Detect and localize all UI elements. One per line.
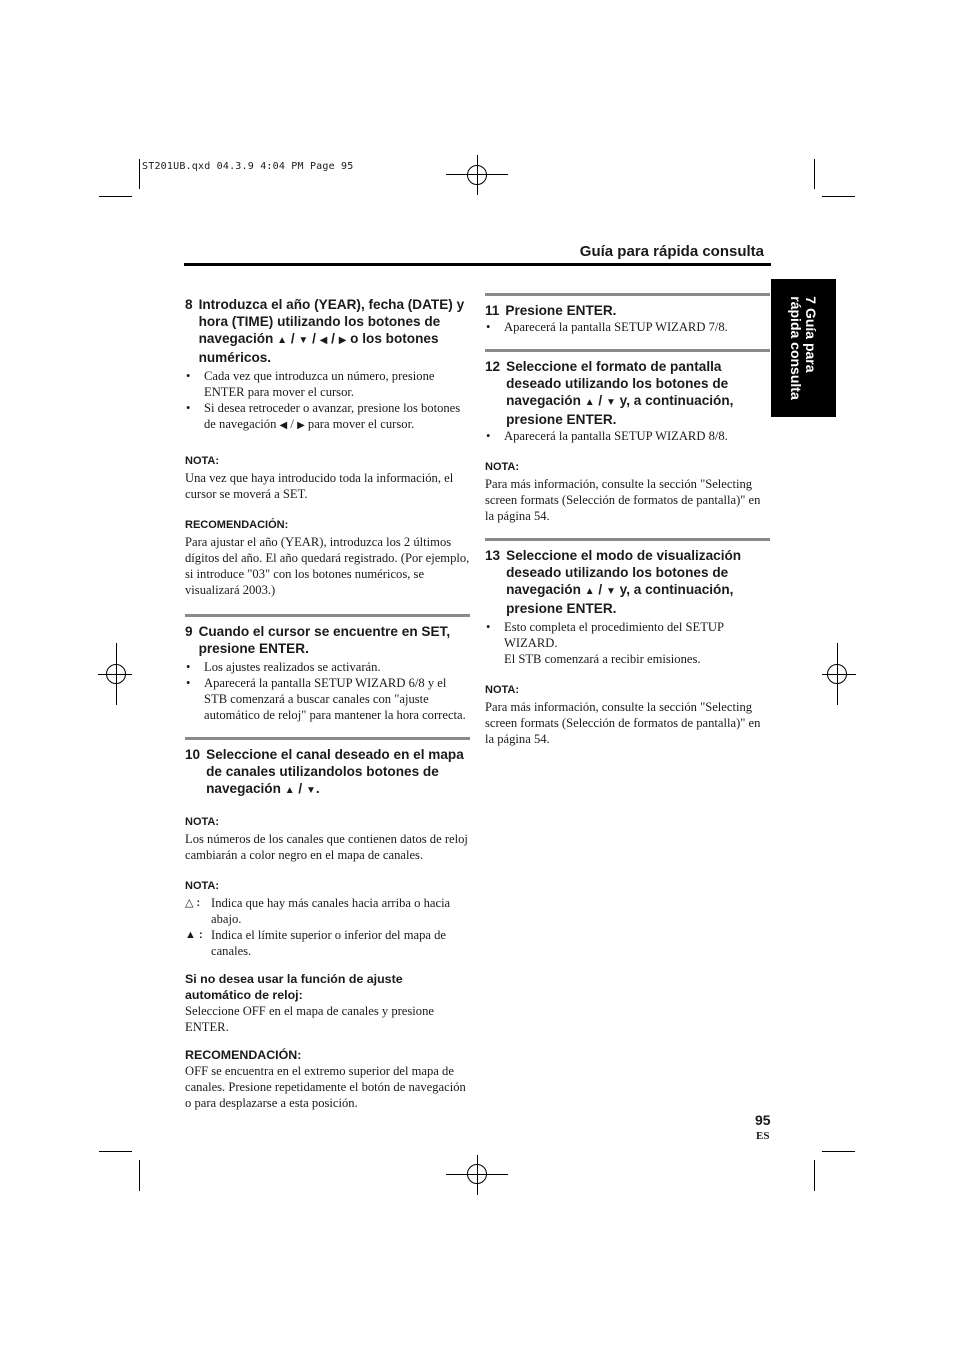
down-arrow-icon: ▼ [605, 586, 616, 597]
crop-mark [822, 1151, 855, 1152]
step-heading [185, 746, 470, 799]
step-bullets [485, 428, 770, 444]
chapter-side-tab-label: 7 Guía para rápida consulta [788, 296, 819, 400]
left-arrow-icon: ◀ [319, 335, 328, 346]
note-label: NOTA: [185, 816, 220, 828]
bullet-item: • Esto completa el procedimiento del SETUP WIZARD. El STB comenzará a recibir emisiones. [485, 619, 770, 667]
step-10 [185, 737, 470, 1111]
step-heading [185, 623, 470, 657]
down-arrow-icon: ▼ [298, 335, 309, 346]
step-9 [185, 614, 470, 723]
header-rule [184, 263, 771, 266]
left-arrow-icon: ◀ [279, 420, 288, 431]
section-header-title: Guía para rápida consulta [579, 243, 764, 260]
down-arrow-icon: ▼ [605, 397, 616, 408]
crop-mark [814, 1160, 815, 1191]
up-arrow-icon: ▲ [284, 785, 295, 796]
right-column [485, 293, 770, 747]
up-arrow-icon: ▲ [584, 397, 595, 408]
crop-mark [822, 196, 855, 197]
step-bullets [185, 659, 470, 723]
down-arrow-icon: ▼ [305, 785, 316, 796]
registration-circle [467, 1164, 487, 1184]
step-title: Seleccione el canal deseado en el mapa de canales utilizandolos botones de navegación ▲ / ▼. [206, 747, 464, 796]
step-number: 8 [185, 297, 193, 312]
step-title: Cuando el cursor se encuentre en SET, presione ENTER. [198, 624, 451, 656]
right-arrow-icon: ▶ [297, 420, 305, 431]
step-13 [485, 538, 770, 747]
bullet-item: • Los ajustes realizados se activarán. [185, 659, 470, 675]
note-text: Los números de los canales que contienen datos de reloj cambiarán a color negro en el mapa de canales. [185, 832, 468, 862]
step-divider [485, 349, 770, 352]
recommendation-label: RECOMENDACIÓN: [185, 519, 289, 531]
step-number: 11 [485, 303, 500, 318]
step-12 [485, 349, 770, 524]
map-symbol-note: ▲ : Indica el límite superior o inferior del mapa de canales. [185, 928, 446, 958]
step-bullets [485, 319, 770, 335]
step-heading [485, 358, 770, 428]
file-slug: ST201UB.qxd 04.3.9 4:04 PM Page 95 [142, 161, 354, 172]
bullet-item: • Aparecerá la pantalla SETUP WIZARD 7/8. [485, 319, 770, 335]
step-heading [485, 547, 770, 617]
crop-mark [814, 159, 815, 189]
outline-triangle-icon: △ : [185, 897, 201, 909]
step-divider [485, 293, 770, 296]
step-divider [185, 737, 470, 740]
step-title: Seleccione el formato de pantalla deseado utilizando los botones de navegación ▲ / ▼ y, a continuación, presione ENTER. [506, 359, 734, 427]
step-title: Presione ENTER. [505, 303, 617, 318]
right-arrow-icon: ▶ [338, 335, 347, 346]
registration-circle [827, 664, 847, 684]
page-number: 95 [755, 1112, 771, 1128]
step-title: Introduzca el año (YEAR), fecha (DATE) y hora (TIME) utilizando los botones de navegación ▲ / ▼ / ◀ / ▶ o los botones numéricos. [198, 297, 465, 365]
crop-mark [99, 196, 132, 197]
step-number: 13 [485, 548, 501, 563]
recommendation-text: Para ajustar el año (YEAR), introduzca los 2 últimos dígitos del año. El año quedará registrado. (Por ejemplo, si introduce "03" con los botones numéricos, se visualizará 2003.) [185, 535, 470, 597]
note-label: NOTA: [185, 455, 220, 467]
step-divider [185, 614, 470, 617]
bullet-item: • Cada vez que introduzca un número, presione ENTER para mover el cursor. [185, 368, 470, 400]
note-label: NOTA: [185, 880, 220, 892]
crop-mark [139, 1160, 140, 1191]
up-arrow-icon: ▲ [277, 335, 288, 346]
note-label: NOTA: [485, 461, 520, 473]
filled-triangle-icon: ▲ : [185, 929, 203, 941]
step-bullets [485, 619, 770, 667]
bullet-item: • Aparecerá la pantalla SETUP WIZARD 8/8. [485, 428, 770, 444]
step-title: Seleccione el modo de visualización deseado utilizando los botones de navegación ▲ / ▼ y, a continuación, presione ENTER. [506, 548, 742, 616]
note-label: NOTA: [485, 684, 520, 696]
recommendation-text: OFF se encuentra en el extremo superior del mapa de canales. Presione repetidamente el botón de navegación o para desplazarse a esta posición. [185, 1064, 466, 1110]
up-arrow-icon: ▲ [584, 586, 595, 597]
note-text: Para más información, consulte la sección "Selecting screen formats (Selección de formatos de pantalla)" en la página 54. [485, 477, 761, 523]
step-heading [185, 296, 470, 366]
step-divider [485, 538, 770, 541]
step-number: 12 [485, 359, 501, 374]
step-11 [485, 293, 770, 335]
note-text: Para más información, consulte la sección "Selecting screen formats (Selección de formatos de pantalla)" en la página 54. [485, 700, 761, 746]
step-number: 9 [185, 624, 193, 639]
bullet-item: • Si desea retroceder o avanzar, presione los botones de navegación ◀ / ▶ para mover el cursor. [185, 400, 470, 434]
language-code: ES [756, 1130, 770, 1142]
crop-mark [139, 159, 140, 189]
crop-mark [99, 1151, 132, 1152]
step-number: 10 [185, 747, 201, 762]
bullet-item: • Aparecerá la pantalla SETUP WIZARD 6/8 y el STB comenzará a buscar canales con "ajuste automático de reloj" para mantener la hora correcta. [185, 675, 470, 723]
map-symbol-note: △ : Indica que hay más canales hacia arriba o hacia abajo. [185, 896, 451, 926]
step-heading [485, 302, 770, 319]
step-bullets [185, 368, 470, 434]
recommendation-label: RECOMENDACIÓN: [185, 1048, 302, 1062]
registration-circle [467, 165, 487, 185]
no-auto-clock-label: Si no desea usar la función de ajuste automático de reloj: [185, 972, 403, 1002]
no-auto-clock-text: Seleccione OFF en el mapa de canales y presione ENTER. [185, 1004, 434, 1034]
registration-circle [106, 664, 126, 684]
note-text: Una vez que haya introducido toda la información, el cursor se moverá a SET. [185, 471, 454, 501]
left-column [185, 296, 470, 1111]
step-8 [185, 296, 470, 598]
